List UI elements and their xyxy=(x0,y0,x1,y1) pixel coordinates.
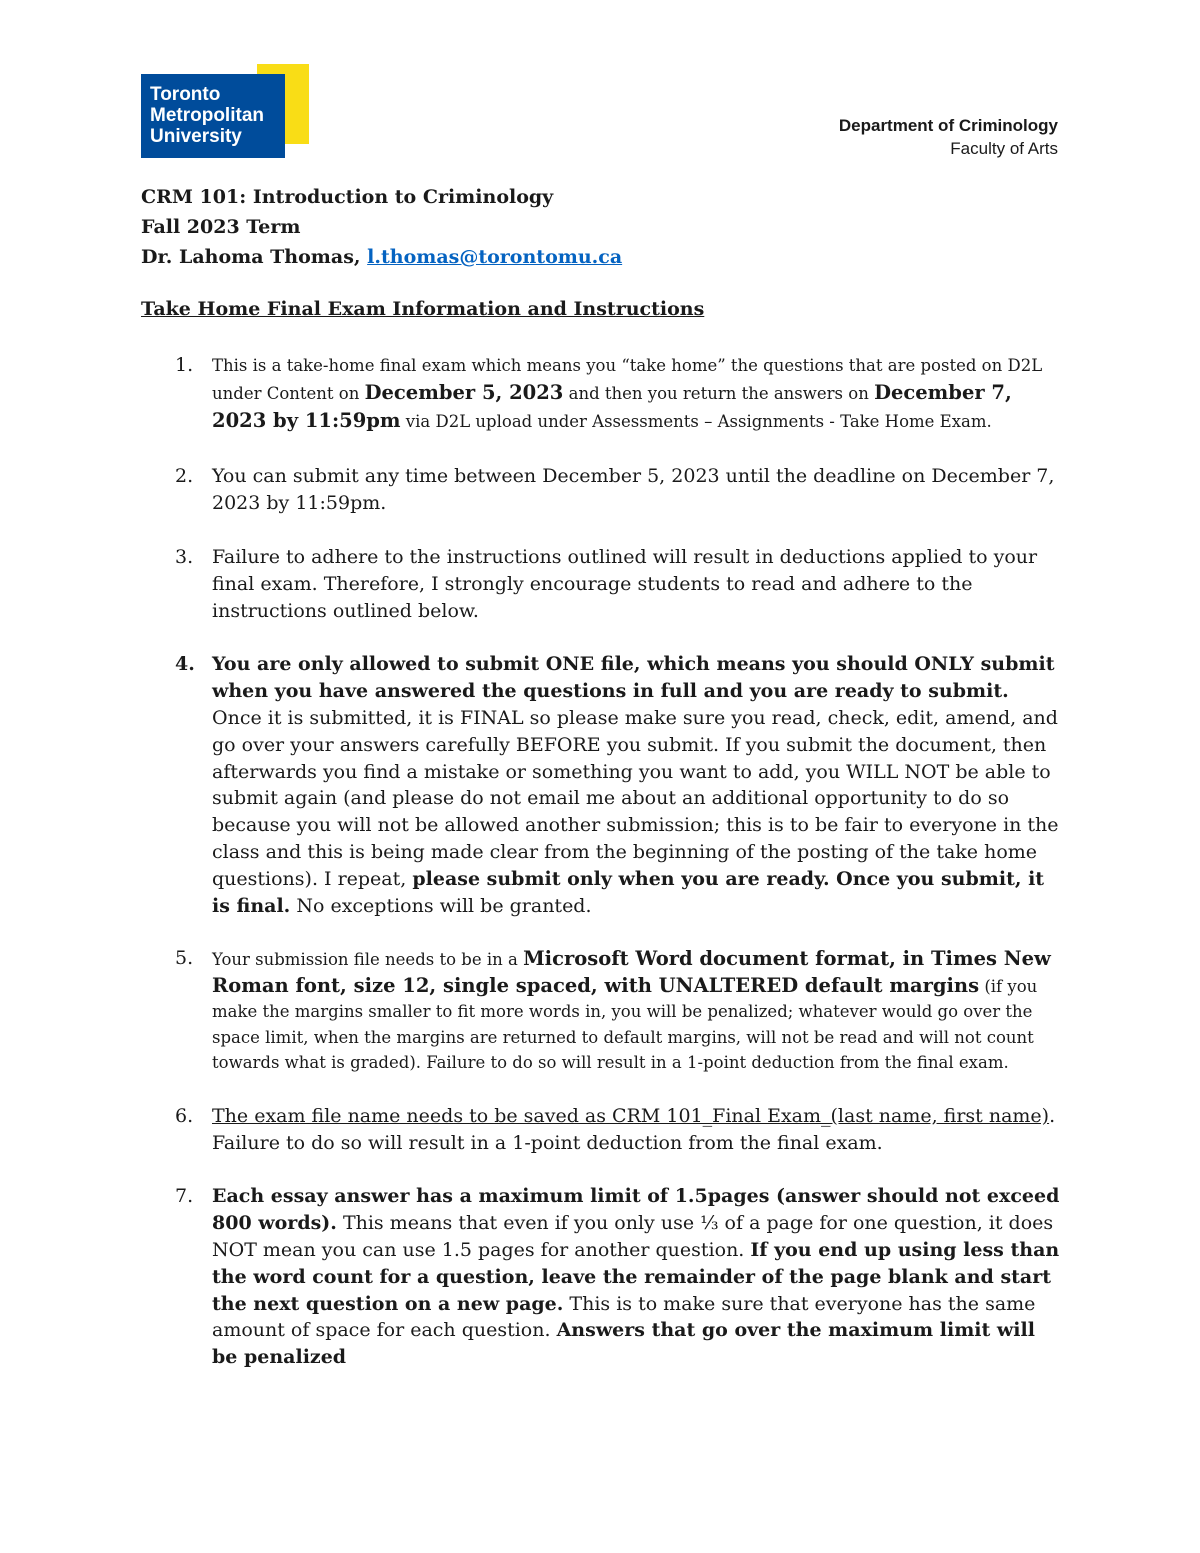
item-number: 1. xyxy=(175,354,194,376)
logo-line-1: Toronto xyxy=(150,84,221,105)
course-term: Fall 2023 Term xyxy=(141,216,301,238)
logo-line-2: Metropolitan xyxy=(150,105,264,126)
list-item: 7. Each essay answer has a maximum limit of 1.5pages (answer should not exceed 800 words). This means that even if you only use ⅓ of a page for one question, it does NOT mean you can use 1.5 pages for another question. If you end up using less than the word count for a question, leave the remainder of the page blank and start the next question on a new page. This is to make sure that everyone has the same amount of space for each question. Answers that go over the maximum limit will be penalized xyxy=(175,1185,1060,1369)
item-number: 7. xyxy=(175,1185,194,1208)
list-item: 6. The exam file name needs to be saved as CRM 101_Final Exam_(last name, first name). Failure to do so will result in a 1-point deduction from the final exam. xyxy=(175,1104,1056,1154)
item-number: 3. xyxy=(175,545,194,568)
instructor-line xyxy=(141,242,622,272)
instructor-email-link[interactable]: l.thomas@torontomu.ca xyxy=(367,246,623,268)
list-item: 4. You are only allowed to submit ONE file, which means you should ONLY submit when you have answered the questions in full and you are ready to submit. Once it is submitted, it is FINAL so please make sure you read, check, edit, amend, and go over your answers carefully BEFORE you submit. If you submit the document, then afterwards you find a mistake or something you want to add, you WILL NOT be able to submit again (and please do not email me about an additional opportunity to do so because you will not be allowed another submission; this is to be fair to everyone in the class and this is being made clear from the beginning of the posting of the take home questions). I repeat, please submit only when you are ready. Once you submit, it is final. No exceptions will be granted. xyxy=(175,653,1059,917)
logo-line-3: University xyxy=(150,126,242,147)
course-info xyxy=(141,182,622,272)
list-item: 1. This is a take-home final exam which means you “take home” the questions that are posted on D2L under Content on December 5, 2023 and then you return the answers on December 7, 2023 by 11:59pm via D2L upload under Assessments – Assignments - Take Home Exam. xyxy=(175,354,1043,432)
item-number: 5. xyxy=(175,947,194,970)
page-heading: Take Home Final Exam Information and Instructions xyxy=(141,298,705,320)
university-logo xyxy=(141,64,309,158)
list-item: 2. You can submit any time between December 5, 2023 until the deadline on December 7, 2023 by 11:59pm. xyxy=(175,465,1055,515)
item-number: 2. xyxy=(175,465,194,488)
list-item: 5. Your submission file needs to be in a Microsoft Word document format, in Times New Roman font, size 12, single spaced, with UNALTERED default margins (if you make the margins smaller to fit more words in, you will be penalized; whatever would go over the space limit, when the margins are returned to default margins, will not be read and will not count towards what is graded). Failure to do so will result in a 1-point deduction from the final exam. xyxy=(175,947,1051,1073)
instructor-name: Dr. Lahoma Thomas, xyxy=(141,246,361,268)
course-title: CRM 101: Introduction to Criminology xyxy=(141,186,554,208)
department-name: Department of Criminology xyxy=(838,116,1058,135)
faculty-name: Faculty of Arts xyxy=(950,139,1058,158)
item-number: 6. xyxy=(175,1104,194,1127)
item-number: 4. xyxy=(175,653,195,676)
list-item: 3. Failure to adhere to the instructions outlined will result in deductions applied to your final exam. Therefore, I strongly encourage students to read and adhere to the instructions outlined below. xyxy=(175,545,1038,622)
department-header xyxy=(839,114,1058,160)
logo-blue-block xyxy=(141,74,285,158)
instruction-list xyxy=(141,352,1061,1398)
